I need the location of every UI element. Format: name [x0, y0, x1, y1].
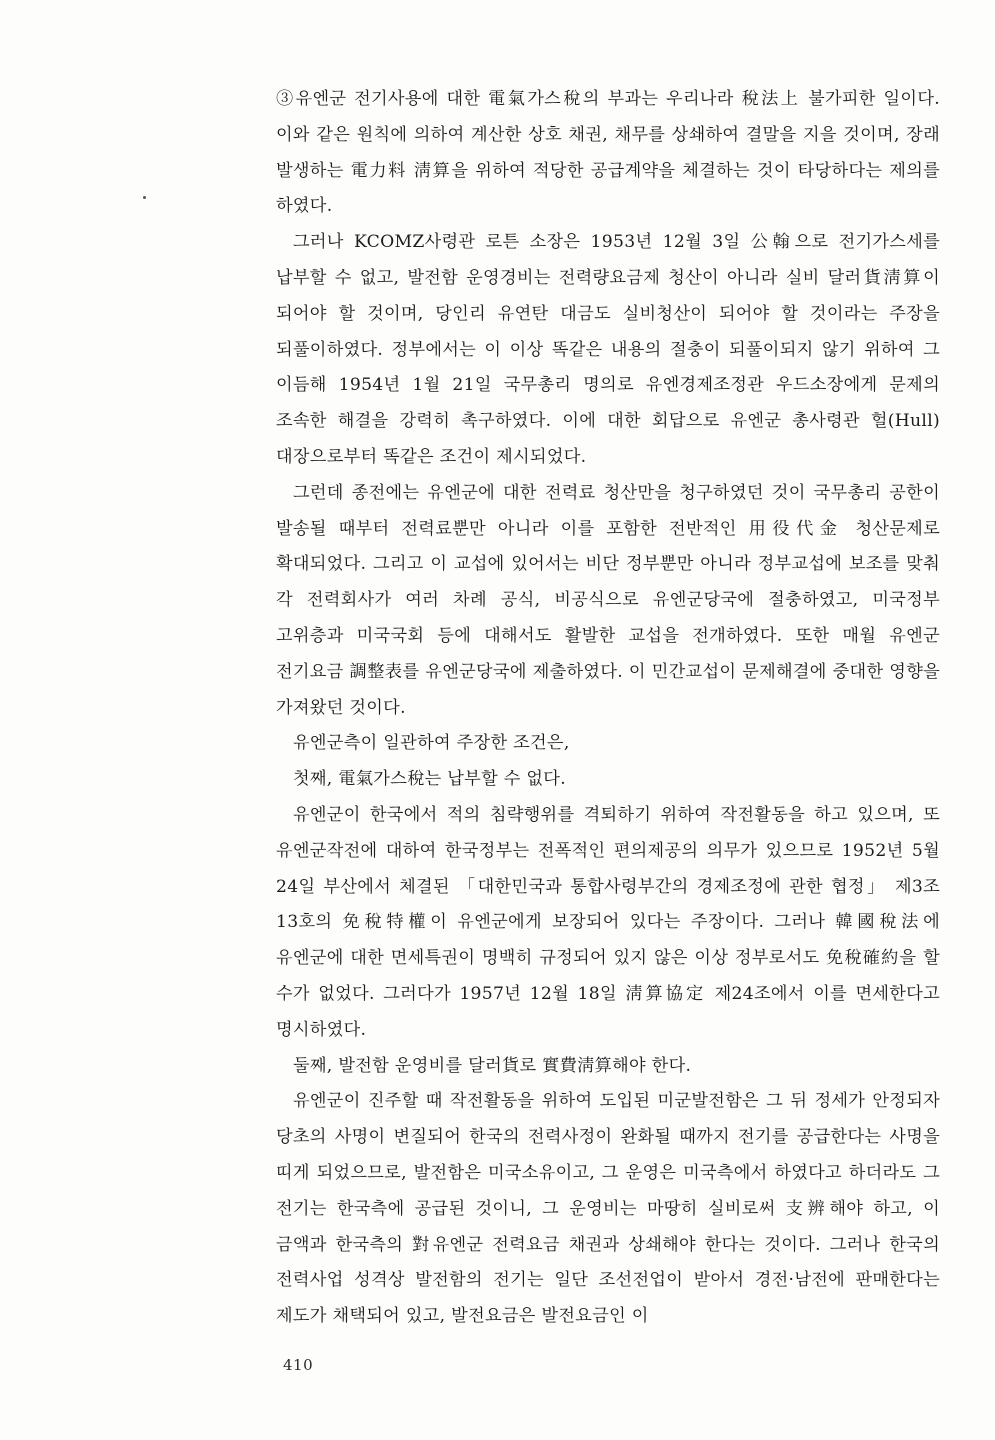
paragraph-condition-2: 둘째, 발전함 운영비를 달러貨로 實費淸算해야 한다. — [293, 1055, 692, 1076]
paragraph-condition-1: 첫째, 電氣가스稅는 납부할 수 없다. — [293, 769, 566, 790]
paragraph-condition-2-detail: 유엔군이 진주할 때 작전활동을 위하여 도입된 미군발전함은 그 뒤 정세가 안정되자 당초의 사명이 변질되어 한국의 전력사정이 완화될 때까지 전기를 공급한다는 사명을 띠게 되었으므로, 발전함은 미국소유이고, 그 운영은 미국측에서 하였다고 하더라도 그 전기는 한국측에 공급된 것이니, 그 운영비는 마땅히 실비로써 支辨해야 하고, 이 금액과 한국측의 對유엔군 전력요금 채권과 상쇄해야 한다는 것이다. 그러나 한국의 전력사업 성격상 발전함의 전기는 일단 조선전업이 받아서 경전·남전에 판매한다는 제도가 채택되어 있고, 발전요금은 발전요금인 이 — [276, 1091, 940, 1327]
body-text — [276, 82, 940, 1335]
scan-speck — [143, 196, 146, 199]
paragraph-kcomz-reply: 그러나 KCOMZ사령관 로튼 소장은 1953년 12월 3일 公翰으로 전기가스세를 납부할 수 없고, 발전함 운영경비는 전력량요금제 청산이 아니라 실비 달러貨淸算이 되어야 할 것이며, 당인리 유연탄 대금도 실비청산이 되어야 할 것이라는 주장을 되풀이하였다. 정부에서는 이 이상 똑같은 내용의 절충이 되풀이되지 않기 위하여 그 이듬해 1954년 1월 21일 국무총리 명의로 유엔경제조정관 우드소장에게 문제의 조속한 해결을 강력히 촉구하였다. 이에 대한 회답으로 유엔군 총사령관 헐(Hull) 대장으로부터 똑같은 조건이 제시되었다. — [276, 232, 940, 467]
paragraph-condition-1-detail: 유엔군이 한국에서 적의 침략행위를 격퇴하기 위하여 작전활동을 하고 있으며, 또 유엔군작전에 대하여 한국정부는 전폭적인 편의제공의 의무가 있으므로 1952년 5월 24일 부산에서 체결된 「대한민국과 통합사령부간의 경제조정에 관한 협정」 제3조 13호의 免稅特權이 유엔군에게 보장되어 있다는 주장이다. 그러나 韓國稅法에 유엔군에 대한 면세특권이 명백히 규정되어 있지 않은 이상 정부로서도 免稅確約을 할 수가 없었다. 그러다가 1957년 12월 18일 淸算協定 제24조에서 이를 면세한다고 명시하였다. — [276, 804, 940, 1040]
paragraph-negotiation-expansion: 그런데 종전에는 유엔군에 대한 전력료 청산만을 청구하였던 것이 국무총리 공한이 발송될 때부터 전력료뿐만 아니라 이를 포함한 전반적인 用役代金 청산문제로 확대되었다. 그리고 이 교섭에 있어서는 비단 정부뿐만 아니라 정부교섭에 보조를 맞춰 각 전력회사가 여러 차례 공식, 비공식으로 유엔군당국에 절충하였고, 미국정부 고위층과 미국국회 등에 대해서도 활발한 교섭을 전개하였다. 또한 매월 유엔군 전기요금 調整表를 유엔군당국에 제출하였다. 이 민간교섭이 문제해결에 중대한 영향을 가져왔던 것이다. — [276, 482, 940, 718]
page-number: 410 — [283, 1356, 314, 1374]
paragraph-proposal-item-3: ③유엔군 전기사용에 대한 電氣가스稅의 부과는 우리나라 稅法上 불가피한 일이다. 이와 같은 원칙에 의하여 계산한 상호 채권, 채무를 상쇄하여 결말을 지을 것이며, 장래 발생하는 電力料 淸算을 위하여 적당한 공급계약을 체결하는 것이 타당하다는 제의를 하였다. — [276, 89, 940, 217]
paragraph-un-conditions-intro: 유엔군측이 일관하여 주장한 조건은, — [293, 733, 570, 754]
